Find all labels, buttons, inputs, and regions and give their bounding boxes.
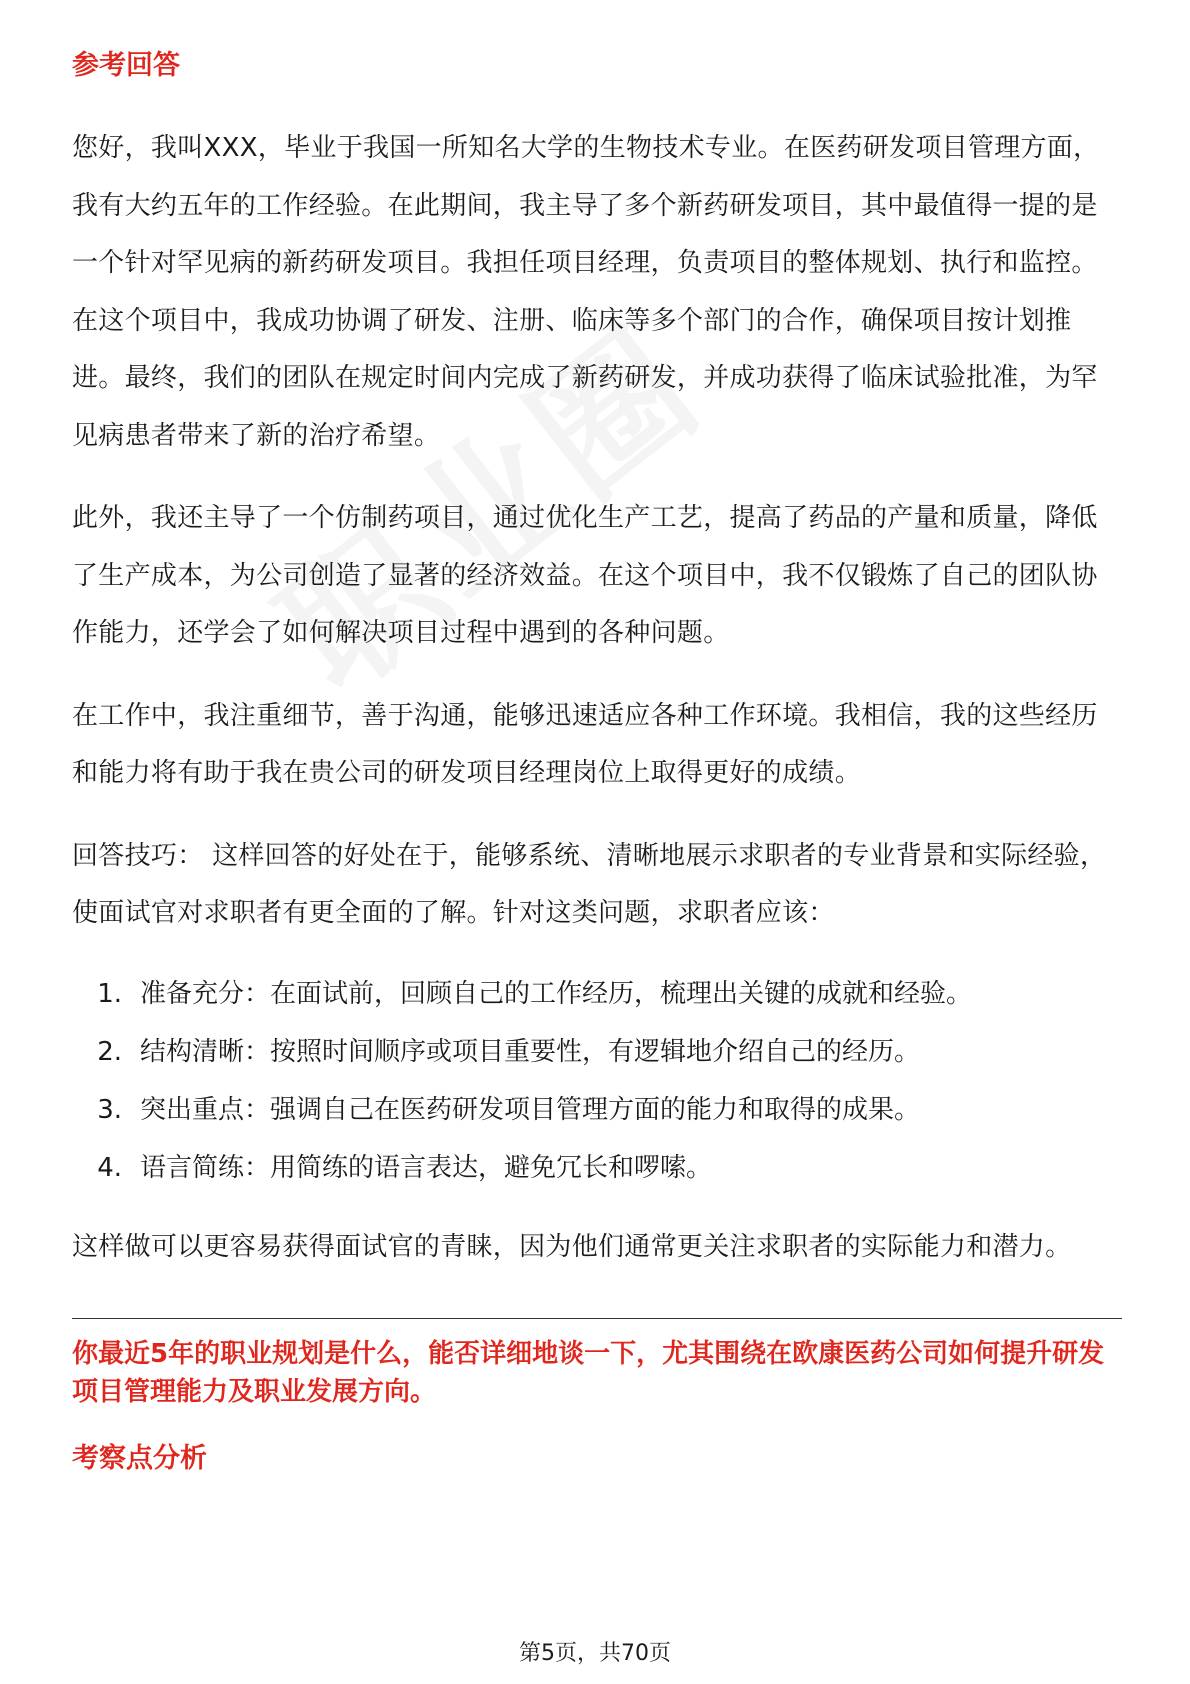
list-item-number: 3. (97, 1094, 122, 1125)
heading-reference-answer: 参考回答 (72, 50, 180, 81)
list-item-number: 1. (97, 978, 122, 1009)
list-item (72, 1023, 1122, 1081)
section-divider (72, 1318, 1122, 1319)
answer-paragraph-3: 在工作中，我注重细节，善于沟通，能够迅速适应各种工作环境。我相信，我的这些经历和能力将有助于我在贵公司的研发项目经理岗位上取得更好的成绩。 (72, 700, 1098, 788)
list-item (72, 965, 1122, 1023)
page-content (72, 46, 1122, 1479)
page-number-footer: 第5页，共70页 (519, 1641, 671, 1666)
answer-paragraph-2: 此外，我还主导了一个仿制药项目，通过优化生产工艺，提高了药品的产量和质量，降低了生产成本，为公司创造了显著的经济效益。在这个项目中，我不仅锻炼了自己的团队协作能力，还学会了如何解决项目过程中遇到的各种问题。 (72, 503, 1098, 648)
list-item (72, 1139, 1122, 1197)
answer-paragraph-1: 您好，我叫XXX，毕业于我国一所知名大学的生物技术专业。在医药研发项目管理方面，我有大约五年的工作经验。在此期间，我主导了多个新药研发项目，其中最值得一提的是一个针对罕见病的新药研发项目。我担任项目经理，负责项目的整体规划、执行和监控。在这个项目中，我成功协调了研发、注册、临床等多个部门的合作，确保项目按计划推进。最终，我们的团队在规定时间内完成了新药研发，并成功获得了临床试验批准，为罕见病患者带来了新的治疗希望。 (72, 133, 1100, 451)
list-item-text: 准备充分：在面试前，回顾自己的工作经历，梳理出关键的成就和经验。 (140, 978, 973, 1009)
heading-analysis: 考察点分析 (72, 1443, 207, 1474)
list-item-text: 结构清晰：按照时间顺序或项目重要性，有逻辑地介绍自己的经历。 (140, 1036, 921, 1067)
list-item-number: 4. (97, 1152, 122, 1183)
tips-list (72, 965, 1122, 1197)
list-item (72, 1081, 1122, 1139)
answer-tips-intro: 回答技巧： 这样回答的好处在于，能够系统、清晰地展示求职者的专业背景和实际经验，使面试官对求职者有更全面的了解。针对这类问题，求职者应该： (72, 840, 1107, 928)
list-item-text: 突出重点：强调自己在医药研发项目管理方面的能力和取得的成果。 (140, 1094, 921, 1125)
closing-paragraph: 这样做可以更容易获得面试官的青睐，因为他们通常更关注求职者的实际能力和潜力。 (72, 1231, 1072, 1262)
next-interview-question: 你最近5年的职业规划是什么，能否详细地谈一下，尤其围绕在欧康医药公司如何提升研发项目管理能力及职业发展方向。 (72, 1339, 1105, 1407)
list-item-number: 2. (97, 1036, 122, 1067)
list-item-text: 语言简练：用简练的语言表达，避免冗长和啰嗦。 (140, 1152, 713, 1183)
